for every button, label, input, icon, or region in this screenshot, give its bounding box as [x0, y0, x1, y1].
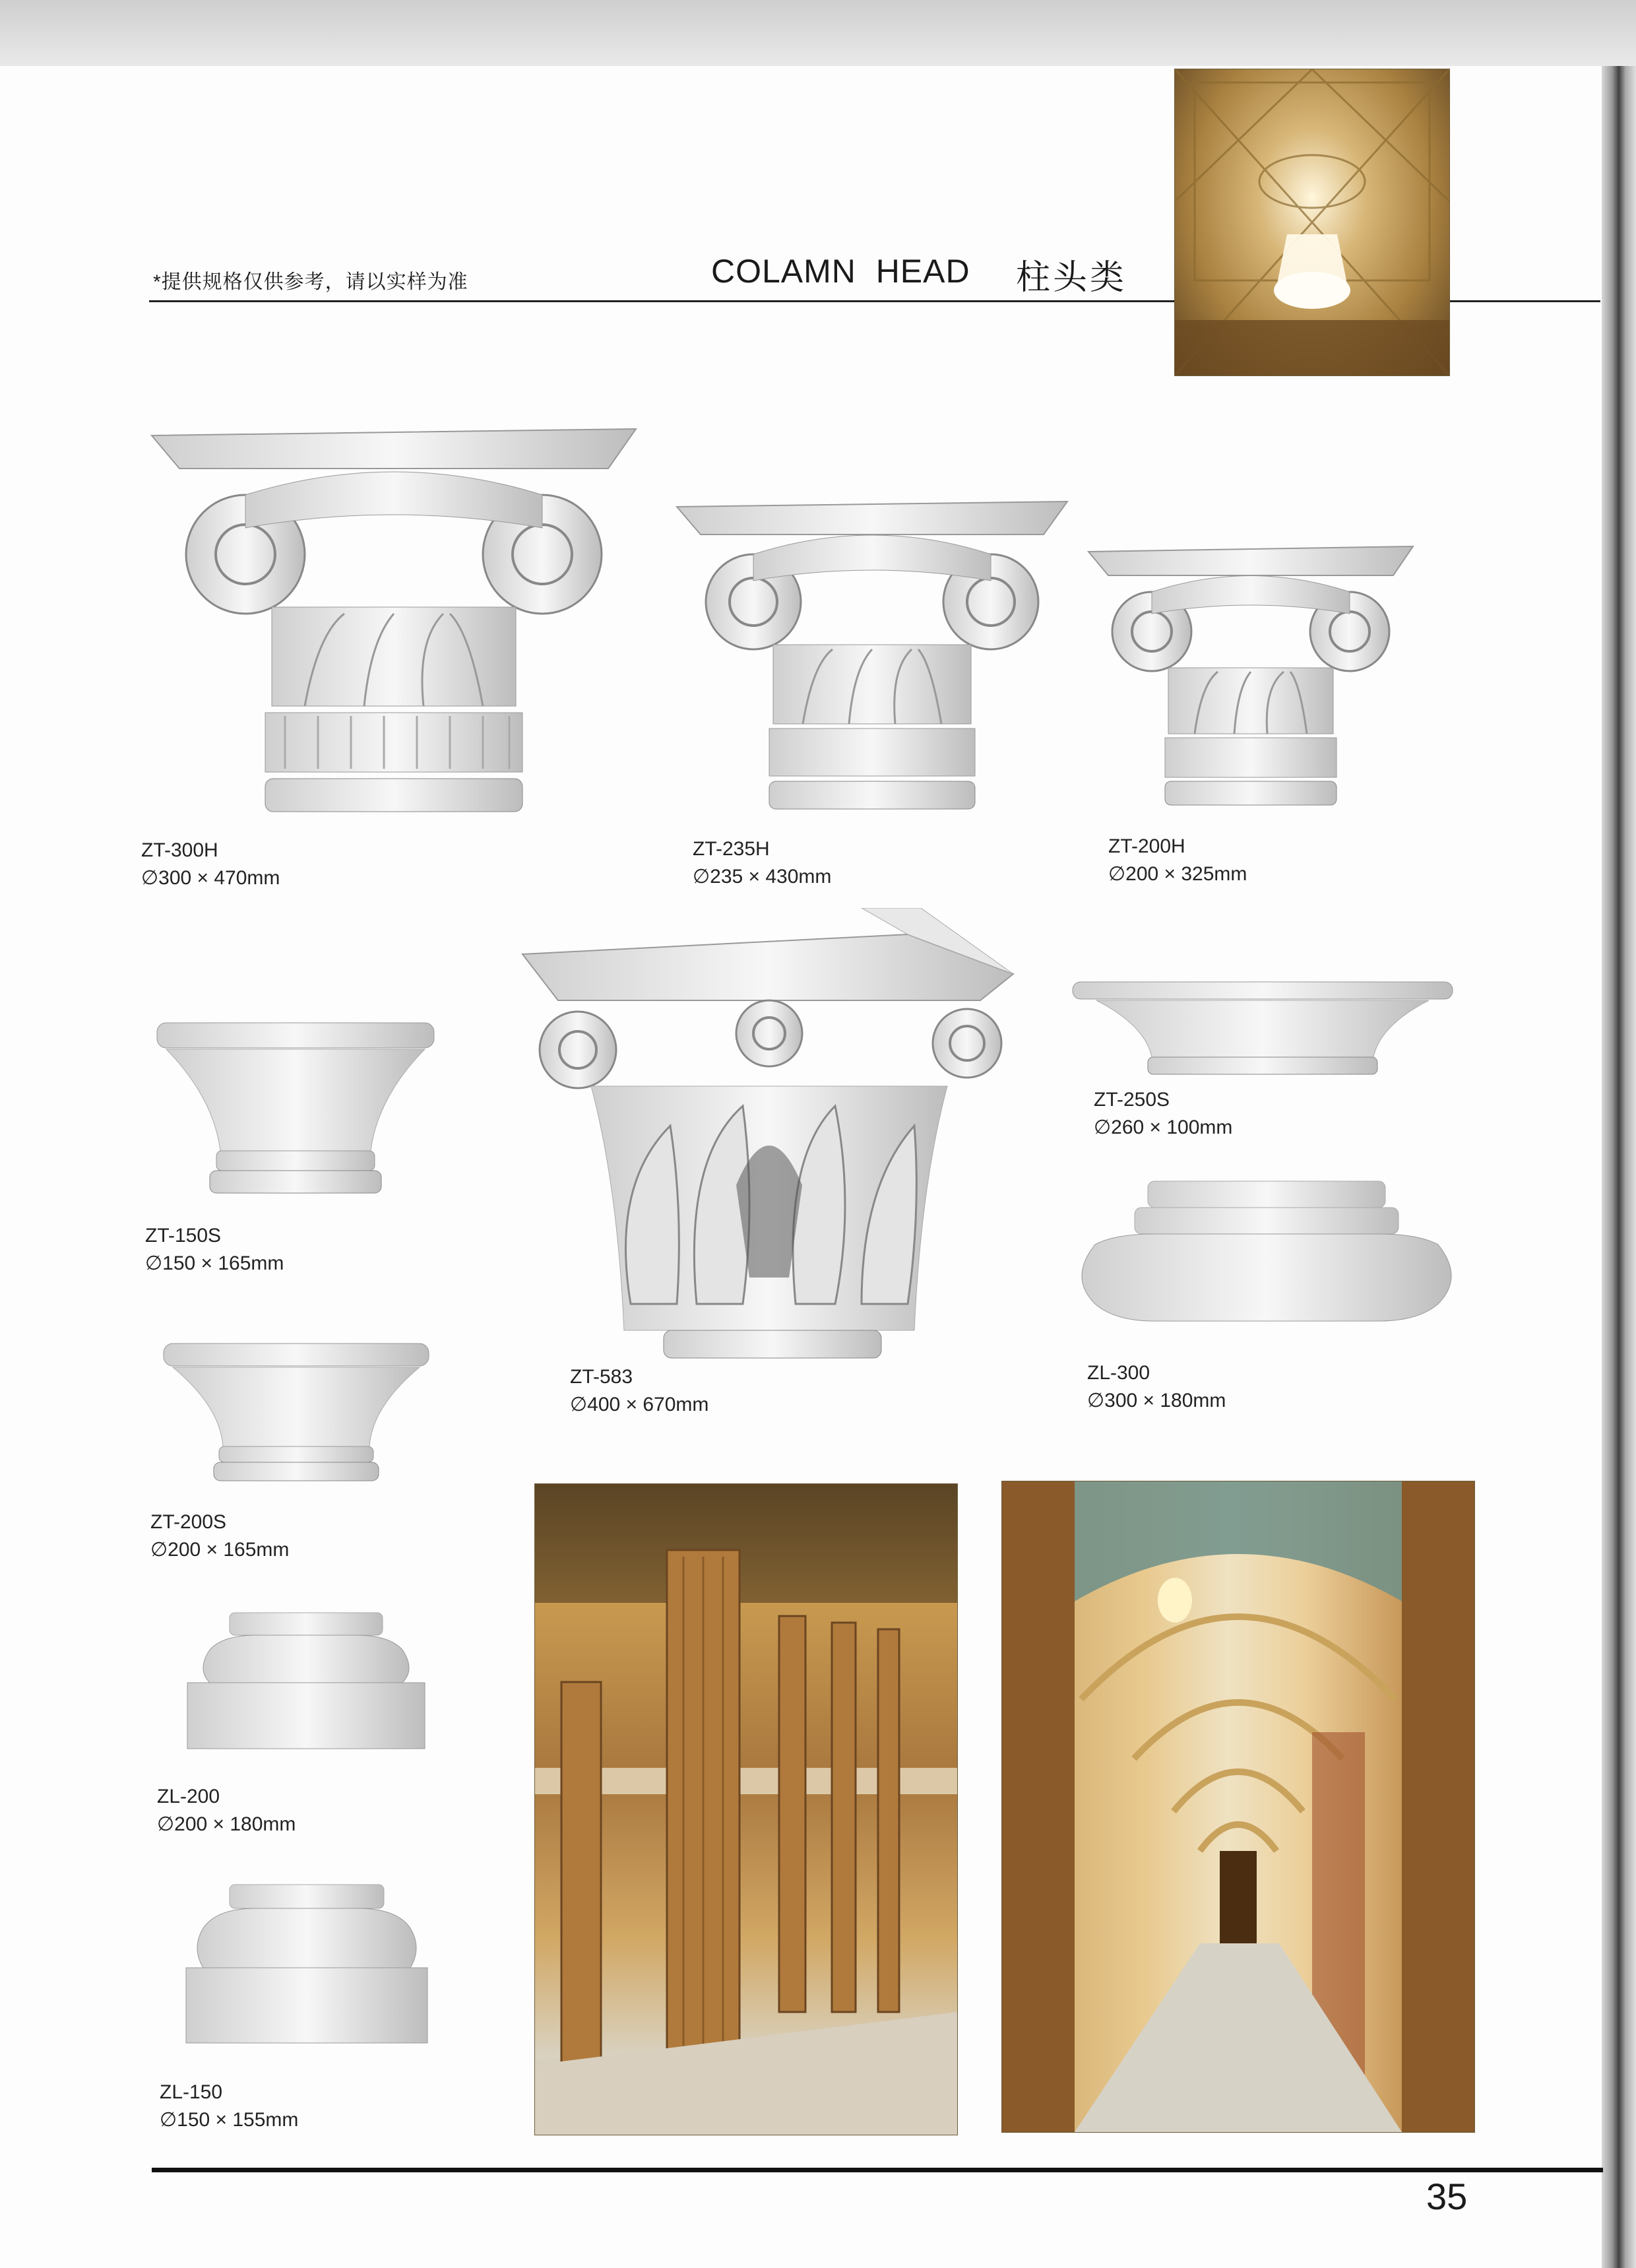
zt-200s-capital-image	[161, 1341, 431, 1483]
product-code: ZT-250S	[1094, 1089, 1170, 1111]
product-code: ZT-150S	[145, 1225, 222, 1247]
page-top-band	[0, 0, 1636, 66]
product-size: ∅235 × 430mm	[693, 866, 832, 888]
product-size: ∅200 × 180mm	[157, 1813, 296, 1835]
product-label-zt-200s	[150, 1508, 289, 1564]
product-code: ZT-300H	[141, 839, 218, 861]
product-label-zt-250s	[1094, 1086, 1232, 1142]
product-label-zt-300h	[141, 837, 280, 892]
product-label-zt-200h	[1108, 833, 1247, 888]
zl-200-base-image	[183, 1610, 429, 1751]
product-code: ZL-300	[1087, 1362, 1150, 1384]
zt-250s-capital-image	[1070, 979, 1455, 1078]
zt-200h-capital-image	[1086, 542, 1416, 813]
zl-150-base-image	[183, 1882, 430, 2047]
product-code: ZL-200	[157, 1786, 220, 1807]
book-spine-shadow	[1602, 66, 1636, 2268]
ceiling-chandelier-photo	[1174, 69, 1450, 376]
product-label-zt-235h	[693, 835, 831, 891]
product-code: ZT-583	[570, 1366, 633, 1388]
page-title-english: COLAMN HEAD	[711, 253, 970, 290]
page-number: 35	[1426, 2176, 1468, 2217]
page-title-chinese: 柱头类	[1016, 259, 1127, 297]
product-size: ∅150 × 165mm	[145, 1252, 284, 1274]
zl-300-base-image	[1075, 1179, 1458, 1326]
product-code: ZT-200S	[150, 1511, 227, 1533]
product-code: ZL-150	[160, 2081, 223, 2103]
zt-300h-capital-image	[146, 422, 641, 825]
product-label-zl-200	[157, 1783, 296, 1838]
product-size: ∅300 × 180mm	[1087, 1390, 1226, 1411]
product-label-zl-150	[160, 2079, 298, 2134]
interior-arched-corridor-photo	[1001, 1481, 1475, 2133]
product-label-zt-150s	[145, 1222, 284, 1278]
product-size: ∅150 × 155mm	[160, 2109, 299, 2131]
zt-150s-capital-image	[153, 1019, 438, 1197]
product-size: ∅200 × 165mm	[150, 1539, 290, 1561]
product-size: ∅400 × 670mm	[570, 1394, 709, 1415]
product-code: ZT-200H	[1108, 835, 1185, 857]
interior-hall-columns-photo	[534, 1483, 958, 2135]
product-size: ∅300 × 470mm	[141, 867, 280, 889]
spec-disclaimer-note: *提供规格仅供参考，请以实样为准	[153, 271, 468, 293]
product-label-zt-583	[570, 1363, 708, 1419]
zt-583-capital-image	[519, 908, 1020, 1363]
product-size: ∅260 × 100mm	[1094, 1117, 1233, 1138]
zt-235h-capital-image	[674, 496, 1070, 820]
product-label-zl-300	[1087, 1359, 1226, 1415]
product-size: ∅200 × 325mm	[1108, 863, 1247, 885]
footer-divider	[152, 2168, 1603, 2172]
product-code: ZT-235H	[693, 838, 770, 860]
